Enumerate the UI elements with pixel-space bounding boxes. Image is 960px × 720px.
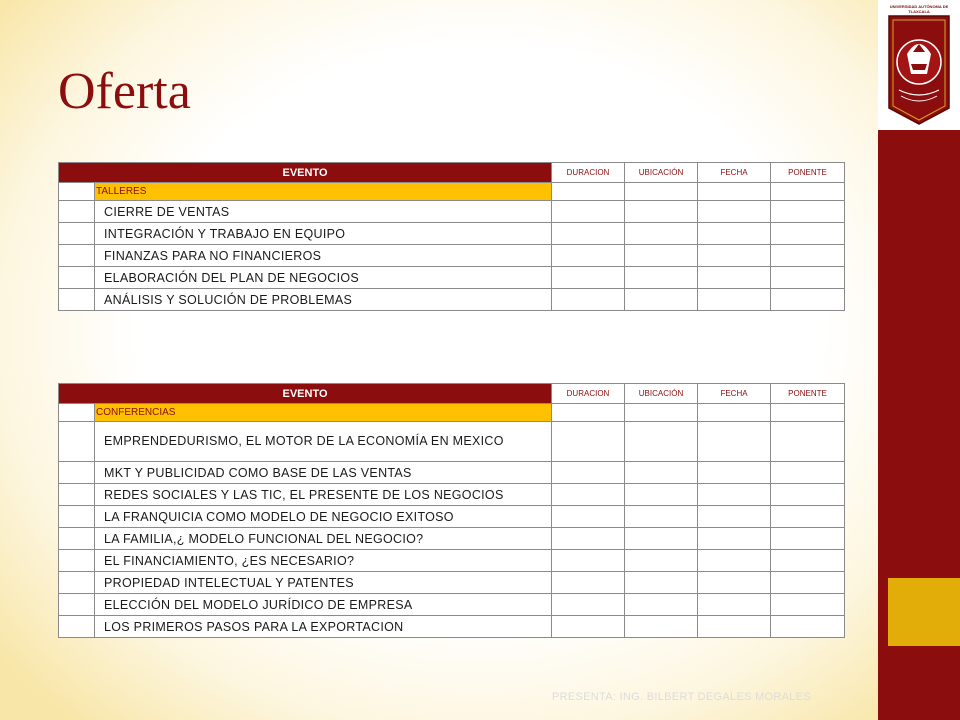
header-duracion: DURACION xyxy=(552,384,625,404)
header-evento: EVENTO xyxy=(59,163,552,183)
events-table-conferencias xyxy=(58,383,845,638)
table-row xyxy=(59,550,845,572)
table-row xyxy=(59,528,845,550)
table-row xyxy=(59,506,845,528)
event-name-cell: PROPIEDAD INTELECTUAL Y PATENTES xyxy=(95,572,552,594)
header-fecha: FECHA xyxy=(698,384,771,404)
presenter-footer: PRESENTA: ING. BILBERT DEGALES MORALES xyxy=(552,691,811,703)
event-name-cell: FINANZAS PARA NO FINANCIEROS xyxy=(95,245,552,267)
event-name-cell: ELABORACIÓN DEL PLAN DE NEGOCIOS xyxy=(95,267,552,289)
event-name-cell: LA FAMILIA,¿ MODELO FUNCIONAL DEL NEGOCIO? xyxy=(95,528,552,550)
category-row xyxy=(59,404,845,422)
header-ponente: PONENTE xyxy=(771,384,845,404)
event-name-cell: EMPRENDEDURISMO, EL MOTOR DE LA ECONOMÍA EN MEXICO xyxy=(95,422,552,462)
table-row xyxy=(59,289,845,311)
table-row xyxy=(59,223,845,245)
event-name-cell: MKT Y PUBLICIDAD COMO BASE DE LAS VENTAS xyxy=(95,462,552,484)
event-name-cell: REDES SOCIALES Y LAS TIC, EL PRESENTE DE LOS NEGOCIOS xyxy=(95,484,552,506)
table-row xyxy=(59,462,845,484)
header-ponente: PONENTE xyxy=(771,163,845,183)
table-row xyxy=(59,201,845,223)
table-row xyxy=(59,422,845,462)
event-name-cell: INTEGRACIÓN Y TRABAJO EN EQUIPO xyxy=(95,223,552,245)
crest-caption: UNIVERSIDAD AUTÓNOMA DE TLAXCALA xyxy=(889,4,949,14)
band-gold-stripe xyxy=(888,578,960,646)
crest-graphic xyxy=(881,4,957,128)
university-crest-icon xyxy=(881,4,957,128)
category-label: TALLERES xyxy=(95,183,552,201)
table-header-row xyxy=(59,384,845,404)
event-name-cell: LA FRANQUICIA COMO MODELO DE NEGOCIO EXITOSO xyxy=(95,506,552,528)
event-name-cell: LOS PRIMEROS PASOS PARA LA EXPORTACION xyxy=(95,616,552,638)
header-ubicacion: UBICACIÓN xyxy=(625,163,698,183)
table-row xyxy=(59,616,845,638)
table-row xyxy=(59,572,845,594)
category-row xyxy=(59,183,845,201)
header-evento: EVENTO xyxy=(59,384,552,404)
event-name-cell: CIERRE DE VENTAS xyxy=(95,201,552,223)
category-label: CONFERENCIAS xyxy=(95,404,552,422)
table-row xyxy=(59,484,845,506)
event-name-cell: ANÁLISIS Y SOLUCIÓN DE PROBLEMAS xyxy=(95,289,552,311)
header-fecha: FECHA xyxy=(698,163,771,183)
events-table-talleres xyxy=(58,162,845,311)
table-row xyxy=(59,267,845,289)
header-duracion: DURACION xyxy=(552,163,625,183)
header-ubicacion: UBICACIÓN xyxy=(625,384,698,404)
table-header-row xyxy=(59,163,845,183)
table-row xyxy=(59,245,845,267)
event-name-cell: ELECCIÓN DEL MODELO JURÍDICO DE EMPRESA xyxy=(95,594,552,616)
event-name-cell: EL FINANCIAMIENTO, ¿ES NECESARIO? xyxy=(95,550,552,572)
table-row xyxy=(59,594,845,616)
slide-title: Oferta xyxy=(58,63,191,120)
